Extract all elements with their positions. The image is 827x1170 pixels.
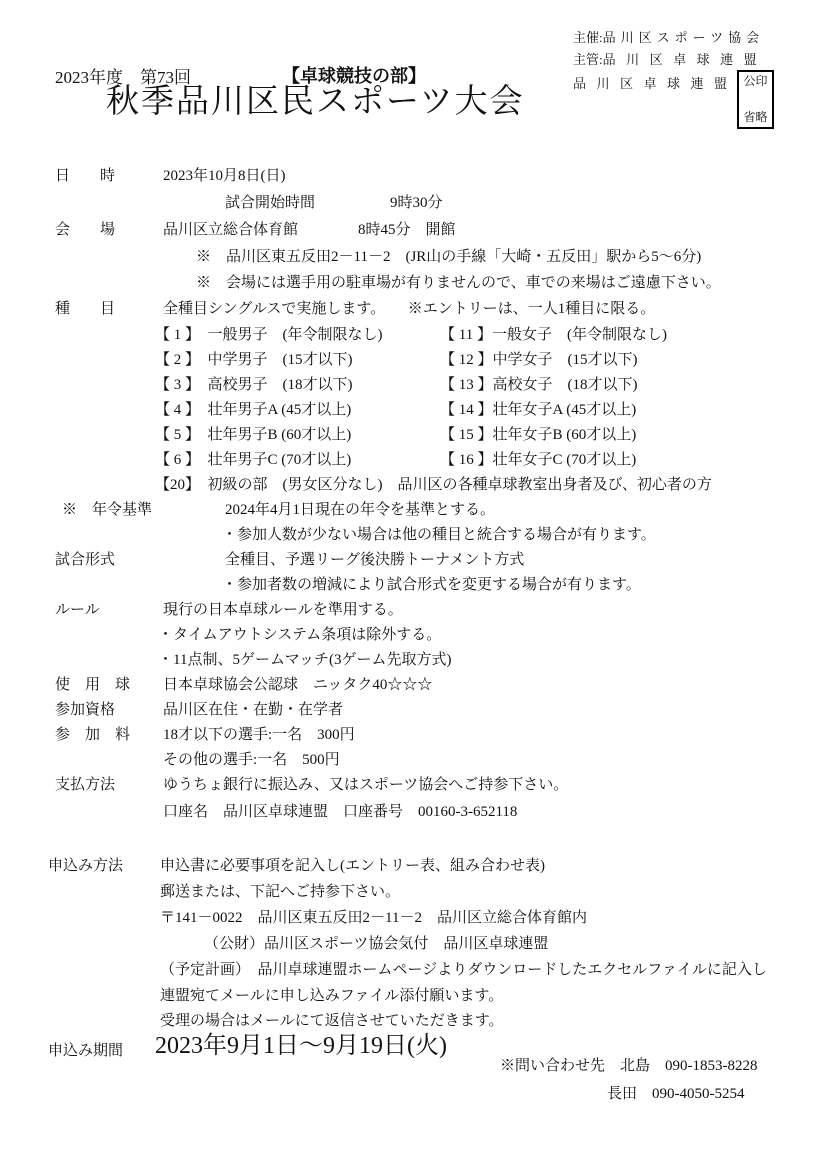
supervisor-line <box>573 52 767 68</box>
event-item: 【 16 】壮年女子C (70才以上) <box>440 452 637 468</box>
supervisor-label: 主管: <box>573 52 603 67</box>
seal-omitted-top: 公印 <box>743 74 768 88</box>
event-item: 【 2 】 中学男子 (15才以下) <box>155 352 353 368</box>
application-line-plan: （予定計画） 品川卓球連盟ホームページよりダウンロードしたエクセルファイルに記入し <box>160 962 767 978</box>
rules-note-points: ・11点制、5ゲームマッチ(3ゲーム先取方式) <box>158 652 452 668</box>
eligibility-value: 品川区在住・在勤・在学者 <box>163 702 344 718</box>
organizer-line <box>573 30 764 46</box>
events-intro: 全種目シングルスで実施します。 ※エントリーは、一人1種目に限る。 <box>163 301 656 317</box>
venue-note-address: ※ 品川区東五反田2－11－2 (JR山の手線「大崎・五反田」駅から5～6分) <box>196 249 702 265</box>
section-label-eligibility: 参加資格 <box>55 702 116 718</box>
age-standard-value: 2024年4月1日現在の年令を基準とする。 <box>225 502 496 518</box>
venue-note-parking: ※ 会場には選手用の駐車場が有りませんので、車での来場はご遠慮下さい。 <box>196 275 721 291</box>
event-item: 【 14 】壮年女子A (45才以上) <box>440 402 637 418</box>
application-line-address: 〒141－0022 品川区東五反田2－11－2 品川区立総合体育館内 <box>160 910 587 926</box>
event-item: 【 12 】中学女子 (15才以下) <box>440 352 638 368</box>
seal-omitted-bottom: 省略 <box>743 110 768 124</box>
edition-title: 2023年度 第73回 <box>55 68 191 87</box>
application-line: 申込書に必要事項を記入し(エントリー表、組み合わせ表) <box>160 858 545 874</box>
payment-account: 口座名 品川区卓球連盟 口座番号 00160-3-652118 <box>163 804 518 820</box>
event-item: 【 13 】高校女子 (18才以下) <box>440 377 638 393</box>
datetime-start-time: 試合開始時間 9時30分 <box>225 195 443 211</box>
issuer-line: 品川区卓球連盟 <box>573 76 738 91</box>
section-label-format: 試合形式 <box>55 552 116 568</box>
organizer-label: 主催: <box>573 30 603 45</box>
application-line-mail: 連盟宛てメールに申し込みファイル添付願います。 <box>160 988 504 1004</box>
event-item: 【 3 】 高校男子 (18才以下) <box>155 377 353 393</box>
event-item: 【 11 】一般女子 (年令制限なし) <box>440 327 667 343</box>
rules-value: 現行の日本卓球ルールを準用する。 <box>163 602 403 618</box>
section-label-application: 申込み方法 <box>48 858 124 874</box>
event-item: 【 6 】 壮年男子C (70才以上) <box>155 452 352 468</box>
category-title: 【卓球競技の部】 <box>282 66 426 86</box>
application-line-reply: 受理の場合はメールにて返信させていただきます。 <box>160 1013 504 1029</box>
organizer-name: 品川区スポーツ協会 <box>602 30 765 45</box>
ball-value: 日本卓球協会公認球 ニッタク40☆☆☆ <box>163 677 433 693</box>
event-item-beginner: 【20】 初級の部 (男女区分なし) 品川区の各種卓球教室出身者及び、初心者の方 <box>155 477 712 493</box>
section-label-datetime: 日 時 <box>55 168 116 184</box>
supervisor-name: 品川区卓球連盟 <box>602 52 768 67</box>
contact-line-osada: 長田 090-4050-5254 <box>607 1086 745 1102</box>
venue-name: 品川区立総合体育館 8時45分 開館 <box>163 222 456 238</box>
section-label-fee: 参 加 料 <box>55 727 131 743</box>
section-label-period: 申込み期間 <box>48 1043 124 1059</box>
fee-under18: 18才以下の選手:一名 300円 <box>163 727 355 743</box>
application-line: 郵送または、下記へご持参下さい。 <box>160 884 401 900</box>
application-line-careof: （公財）品川区スポーツ協会気付 品川区卓球連盟 <box>204 936 549 952</box>
event-item: 【 15 】壮年女子B (60才以上) <box>440 427 637 443</box>
format-note: ・参加者数の増減により試合形式を変更する場合が有ります。 <box>222 577 641 593</box>
rules-note-timeout: ・タイムアウトシステム条項は除外する。 <box>158 627 442 643</box>
section-label-ball: 使 用 球 <box>55 677 131 693</box>
format-value: 全種目、予選リーグ後決勝トーナメント方式 <box>225 552 525 568</box>
seal-omitted-box <box>737 70 774 129</box>
event-item: 【 5 】 壮年男子B (60才以上) <box>155 427 352 443</box>
period-value: 2023年9月1日～9月19日(火) <box>155 1033 447 1059</box>
fee-other: その他の選手:一名 500円 <box>163 752 340 768</box>
section-label-venue: 会 場 <box>55 222 116 238</box>
payment-method: ゆうちょ銀行に振込み、又はスポーツ協会へご持参下さい。 <box>163 777 569 793</box>
section-label-payment: 支払方法 <box>55 777 116 793</box>
section-label-age-standard: ※ 年令基準 <box>62 502 153 518</box>
contact-line-kitajima: ※問い合わせ先 北島 090-1853-8228 <box>500 1058 758 1074</box>
page-title: 秋季品川区民スポーツ大会 <box>106 84 525 120</box>
section-label-rules: ルール <box>55 602 100 618</box>
datetime-date: 2023年10月8日(日) <box>163 168 286 184</box>
age-standard-note: ・参加人数が少ない場合は他の種目と統合する場合が有ります。 <box>222 527 656 543</box>
section-label-events: 種 目 <box>55 301 116 317</box>
event-item: 【 1 】 一般男子 (年令制限なし) <box>155 327 383 343</box>
event-item: 【 4 】 壮年男子A (45才以上) <box>155 402 352 418</box>
